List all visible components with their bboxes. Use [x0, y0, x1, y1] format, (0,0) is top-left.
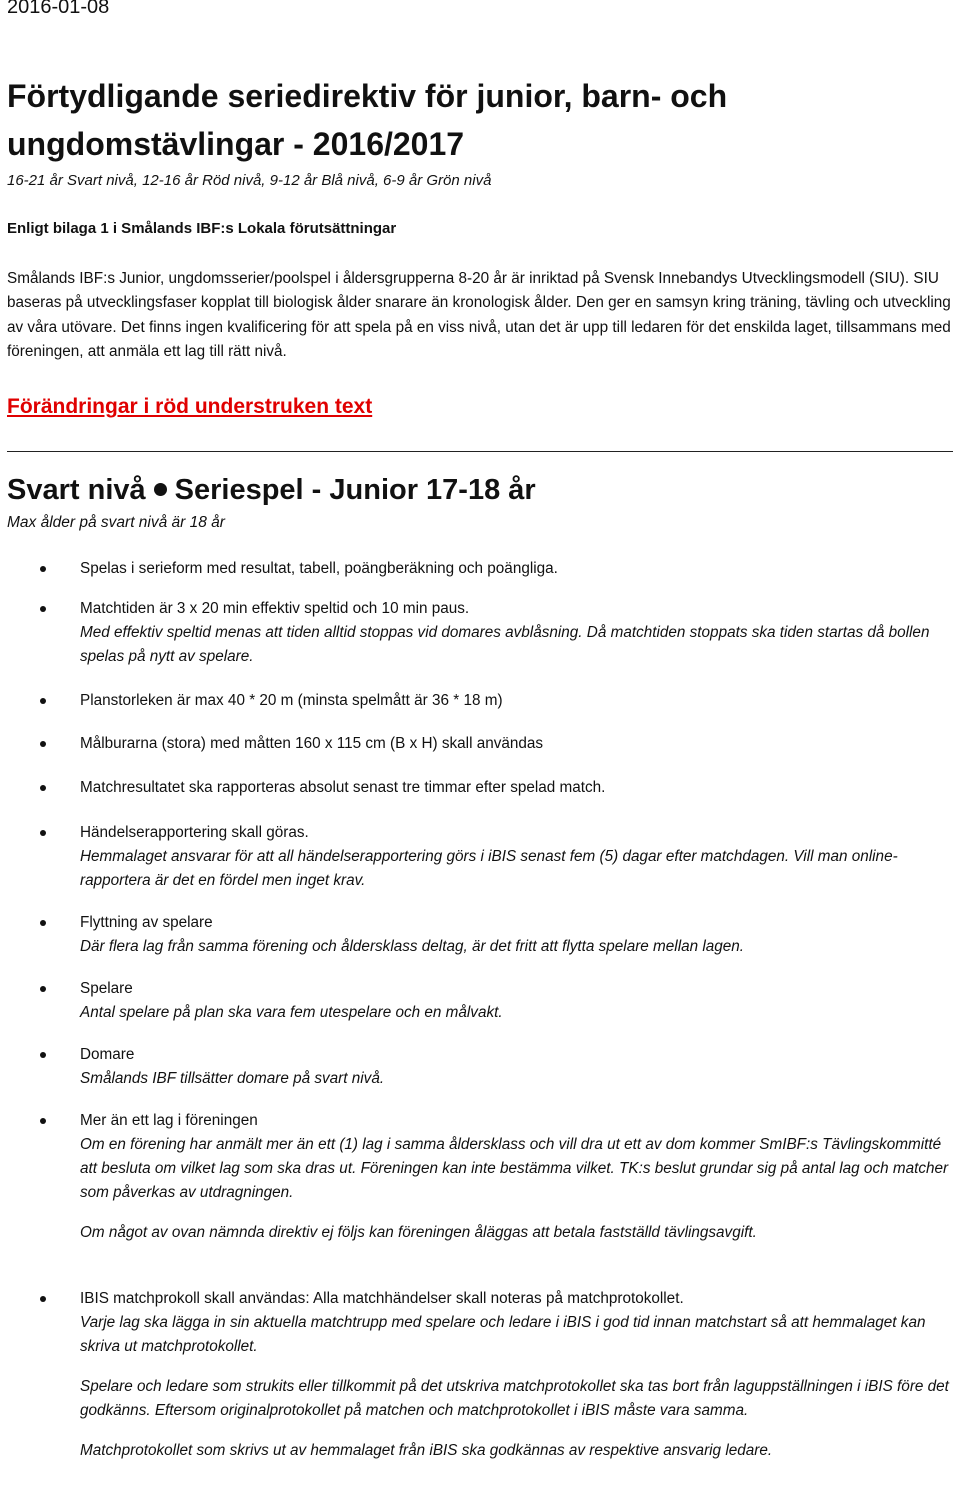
bullet-icon	[40, 920, 46, 926]
item-text: Domare	[80, 1046, 135, 1063]
item-text: IBIS matchprokoll skall användas: Alla matchhändelser skall noteras på matchprotokollet.	[80, 1290, 684, 1307]
item-note: Antal spelare på plan ska vara fem utespelare och en målvakt.	[80, 1004, 503, 1021]
item-note: Smålands IBF tillsätter domare på svart nivå.	[80, 1070, 385, 1087]
level-name: Svart nivå	[7, 474, 146, 506]
changes-note: Förändringar i röd understruken text	[7, 395, 373, 418]
document-title: Förtydligande seriedirektiv för junior, barn- och ungdomstävlingar - 2016/2017	[7, 78, 728, 162]
item-text: Matchtiden är 3 x 20 min effektiv speltid och 10 min paus.	[80, 600, 470, 617]
bullet-separator-icon	[154, 483, 167, 496]
list-item	[80, 557, 956, 581]
item-note: Där flera lag från samma förening och åldersklass deltag, är det fritt att flytta spelare mellan lagen.	[80, 938, 745, 955]
item-text: Spelare	[80, 980, 133, 997]
item-text: Målburarna (stora) med måtten 160 x 115 cm (B x H) skall användas	[80, 735, 544, 752]
bullet-icon	[40, 698, 46, 704]
item-note: Med effektiv speltid menas att tiden alltid stoppas vid domares avblåsning. Då matchtiden stoppats ska tiden startas då bollen spelas på nytt av spelare.	[80, 624, 930, 665]
section-heading	[7, 474, 536, 507]
item-note: Om något av ovan nämnda direktiv ej följs kan föreningen åläggas att betala fastställd tävlingsavgift.	[80, 1224, 757, 1241]
item-note: Spelare och ledare som strukits eller tillkommit på det utskriva matchprotokollet ska tas bort från laguppställningen i iBIS före det godkänns. Eftersom originalprotokollet på matchen och matchprotokollet i iBIS måste vara samma.	[80, 1378, 949, 1419]
document-date: 2016-01-08	[7, 0, 110, 18]
item-note: Matchprotokollet som skrivs ut av hemmalaget från iBIS ska godkännas av respektive ansvarig ledare.	[80, 1442, 773, 1459]
item-text: Matchresultatet ska rapporteras absolut senast tre timmar efter spelad match.	[80, 779, 606, 796]
bullet-icon	[40, 785, 46, 791]
list-item	[80, 597, 956, 669]
bullet-icon	[40, 566, 46, 572]
list-item	[80, 732, 956, 756]
bullet-icon	[40, 1118, 46, 1124]
bullet-icon	[40, 1296, 46, 1302]
bullet-icon	[40, 830, 46, 836]
basis-heading: Enligt bilaga 1 i Smålands IBF:s Lokala förutsättningar	[7, 220, 397, 237]
list-item	[80, 776, 956, 800]
list-item	[80, 1109, 956, 1245]
item-note: Varje lag ska lägga in sin aktuella matchtrupp med spelare och ledare i iBIS i god tid innan matchstart så att hemmalaget kan skriva ut matchprotokollet.	[80, 1314, 926, 1355]
list-item	[80, 1287, 956, 1463]
age-levels-subtitle: 16-21 år Svart nivå, 12-16 år Röd nivå, 9-12 år Blå nivå, 6-9 år Grön nivå	[7, 172, 492, 189]
list-item	[80, 911, 956, 959]
series-name: Seriespel - Junior 17-18 år	[174, 474, 536, 506]
list-item	[80, 689, 956, 713]
item-note: Hemmalaget ansvarar för att all händelserapportering görs i iBIS senast fem (5) dagar efter matchdagen. Vill man online-rapportera är det en fördel men inget krav.	[80, 848, 898, 889]
bullet-icon	[40, 986, 46, 992]
item-text: Spelas i serieform med resultat, tabell, poängberäkning och poängliga.	[80, 560, 558, 577]
section-divider	[7, 451, 953, 452]
max-age-note: Max ålder på svart nivå är 18 år	[7, 514, 225, 531]
bullet-icon	[40, 741, 46, 747]
item-text: Händelserapportering skall göras.	[80, 824, 309, 841]
list-item	[80, 1043, 956, 1091]
item-text: Planstorleken är max 40 * 20 m (minsta spelmått är 36 * 18 m)	[80, 692, 503, 709]
intro-paragraph: Smålands IBF:s Junior, ungdomsserier/poolspel i åldersgrupperna 8-20 år är inriktad på Svensk Innebandys Utvecklingsmodell (SIU). SIU baseras på utvecklingsfaser kopplat till biologisk ålder snarare än kronologisk ålder. Den ger en samsyn kring träning, tävling och utveckling av våra utövare. Det finns ingen kvalificering för att spela på en viss nivå, utan det är upp till ledaren för det enskilda laget, tillsammans med föreningen, att anmäla ett lag till rätt nivå.	[7, 270, 951, 360]
item-text: Flyttning av spelare	[80, 914, 213, 931]
item-text: Mer än ett lag i föreningen	[80, 1112, 258, 1129]
item-note: Om en förening har anmält mer än ett (1) lag i samma åldersklass och vill dra ut ett av dom kommer SmIBF:s Tävlingskommitté att besluta om vilket lag som ska dras ut. Föreningen kan inte bestämma vilket. TK:s beslut grundar sig på antal lag och matcher som påverkas av utdragningen.	[80, 1136, 949, 1201]
list-item	[80, 821, 956, 893]
bullet-icon	[40, 606, 46, 612]
bullet-icon	[40, 1052, 46, 1058]
list-item	[80, 977, 956, 1025]
